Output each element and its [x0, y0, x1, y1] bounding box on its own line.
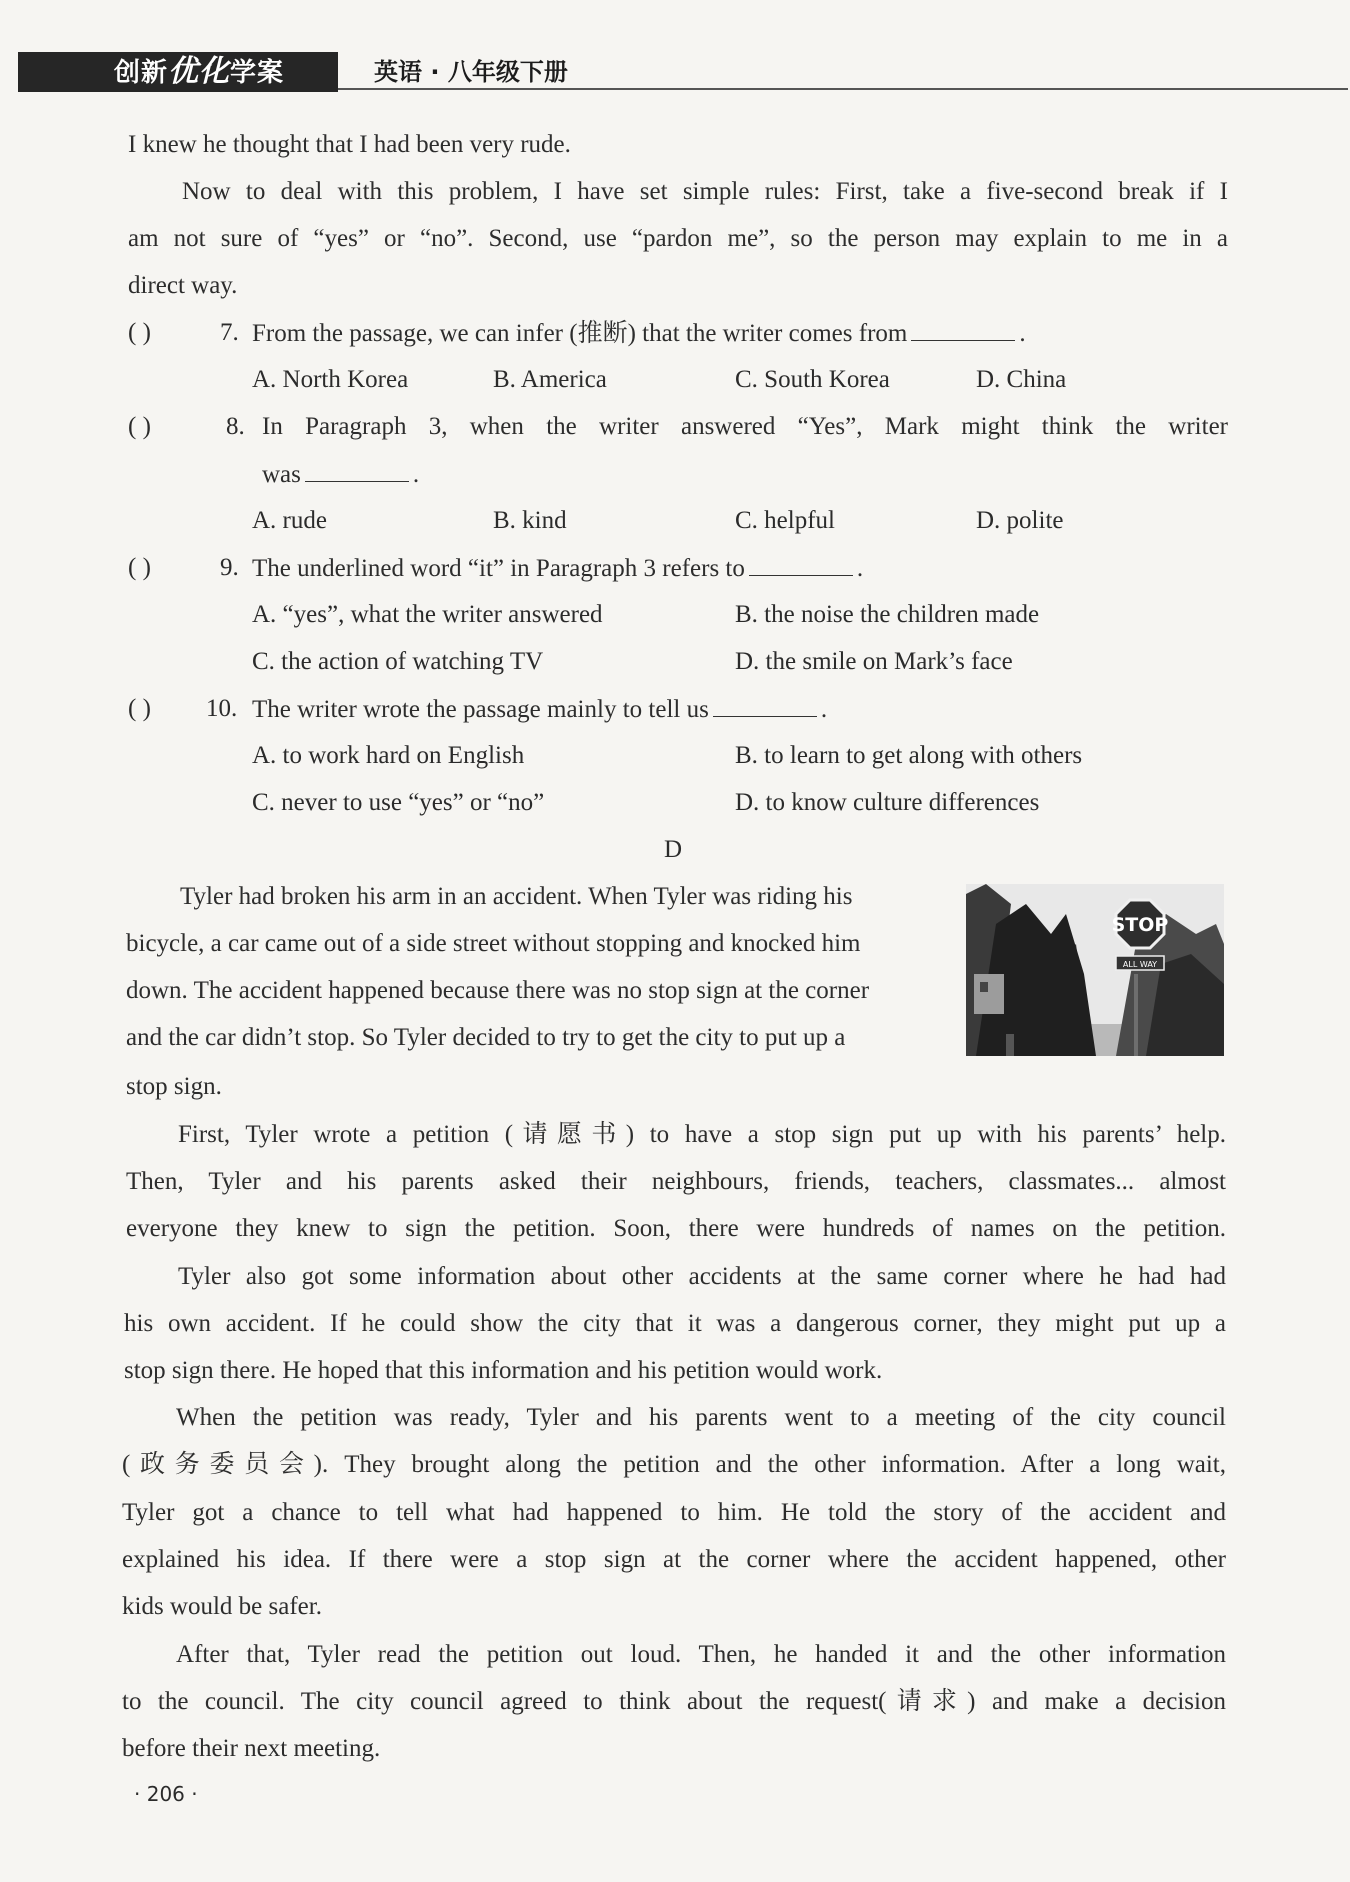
option-c: C. South Korea	[735, 366, 890, 393]
subject-title: 英语 · 八年级下册	[374, 58, 568, 86]
option-d: D. polite	[976, 507, 1064, 534]
text-line: (政务委员会). They brought along the petition and the other information. After a long wait,	[122, 1451, 1226, 1478]
text-line: Then, Tyler and his parents asked their neighbours, friends, teachers, classmates... almost	[126, 1168, 1226, 1195]
page-number: · 206 ·	[134, 1782, 198, 1806]
stop-sign-photo	[966, 884, 1224, 1056]
text-line: Now to deal with this problem, I have set simple rules: First, take a five-second break if I	[182, 178, 1228, 205]
text-line: After that, Tyler read the petition out loud. Then, he handed it and the other information	[176, 1641, 1226, 1668]
text-line: down. The accident happened because there was no stop sign at the corner	[126, 977, 870, 1004]
text-line: bicycle, a car came out of a side street without stopping and knocked him	[126, 930, 861, 957]
text-line: direct way.	[128, 272, 238, 299]
answer-bracket[interactable]: ( )	[128, 413, 151, 440]
answer-bracket[interactable]: ( )	[128, 554, 151, 581]
question-number: 9.	[220, 554, 239, 581]
text-line: kids would be safer.	[122, 1593, 322, 1620]
question-stem: In Paragraph 3, when the writer answered “Yes”, Mark might think the writer	[262, 413, 1228, 440]
text-line: I knew he thought that I had been very rude.	[128, 131, 571, 158]
question-number: 8.	[226, 413, 245, 440]
question-stem: From the passage, we can infer (推断) that the writer comes from .	[252, 320, 1026, 347]
text-line: First, Tyler wrote a petition (请愿书) to have a stop sign put up with his parents’ help.	[178, 1121, 1226, 1148]
option-a: A. “yes”, what the writer answered	[252, 601, 603, 628]
text-line: everyone they knew to sign the petition. Soon, there were hundreds of names on the petition.	[126, 1215, 1226, 1242]
text-line: before their next meeting.	[122, 1735, 381, 1762]
answer-bracket[interactable]: ( )	[128, 695, 151, 722]
option-d: D. the smile on Mark’s face	[735, 648, 1013, 675]
answer-bracket[interactable]: ( )	[128, 319, 151, 346]
question-number: 7.	[220, 319, 239, 346]
text-line: am not sure of “yes” or “no”. Second, use “pardon me”, so the person may explain to me in a	[128, 225, 1228, 252]
option-a: A. North Korea	[252, 366, 409, 393]
answer-blank[interactable]	[911, 318, 1015, 341]
question-stem-continued: was .	[262, 461, 420, 488]
answer-blank[interactable]	[305, 459, 409, 482]
page-header	[18, 52, 1350, 96]
option-b: B. the noise the children made	[735, 601, 1040, 628]
text-line: Tyler got a chance to tell what had happened to him. He told the story of the accident and	[122, 1499, 1226, 1526]
section-title: D	[664, 836, 683, 863]
option-b: B. kind	[493, 507, 567, 534]
question-stem: The writer wrote the passage mainly to tell us .	[252, 696, 828, 723]
option-a: A. to work hard on English	[252, 742, 525, 769]
text-line: When the petition was ready, Tyler and his parents went to a meeting of the city council	[176, 1404, 1226, 1431]
stop-sign-text: STOP	[1111, 914, 1169, 936]
text-line: stop sign there. He hoped that this information and his petition would work.	[124, 1357, 883, 1384]
text-line: and the car didn’t stop. So Tyler decided to try to get the city to put up a	[126, 1024, 846, 1051]
option-d: D. to know culture differences	[735, 789, 1040, 816]
header-rule	[338, 88, 1348, 90]
option-c: C. the action of watching TV	[252, 648, 544, 675]
option-a: A. rude	[252, 507, 327, 534]
question-number: 10.	[206, 695, 238, 722]
answer-blank[interactable]	[749, 553, 853, 576]
option-c: C. never to use “yes” or “no”	[252, 789, 545, 816]
option-b: B. America	[493, 366, 607, 393]
question-stem: The underlined word “it” in Paragraph 3 refers to .	[252, 555, 864, 582]
option-b: B. to learn to get along with others	[735, 742, 1083, 769]
text-line: explained his idea. If there were a stop sign at the corner where the accident happened, other	[122, 1546, 1226, 1573]
option-c: C. helpful	[735, 507, 835, 534]
all-way-sign-text: ALL WAY	[1122, 960, 1158, 969]
text-line: Tyler had broken his arm in an accident. When Tyler was riding his	[180, 883, 853, 910]
brand-logo: 创新优化学案	[18, 52, 338, 92]
text-line: to the council. The city council agreed to think about the request(请求) and make a decision	[122, 1688, 1226, 1715]
text-line: stop sign.	[126, 1073, 222, 1100]
answer-blank[interactable]	[713, 694, 817, 717]
text-line: Tyler also got some information about other accidents at the same corner where he had had	[178, 1263, 1226, 1290]
option-d: D. China	[976, 366, 1067, 393]
text-line: his own accident. If he could show the city that it was a dangerous corner, they might put up a	[124, 1310, 1226, 1337]
